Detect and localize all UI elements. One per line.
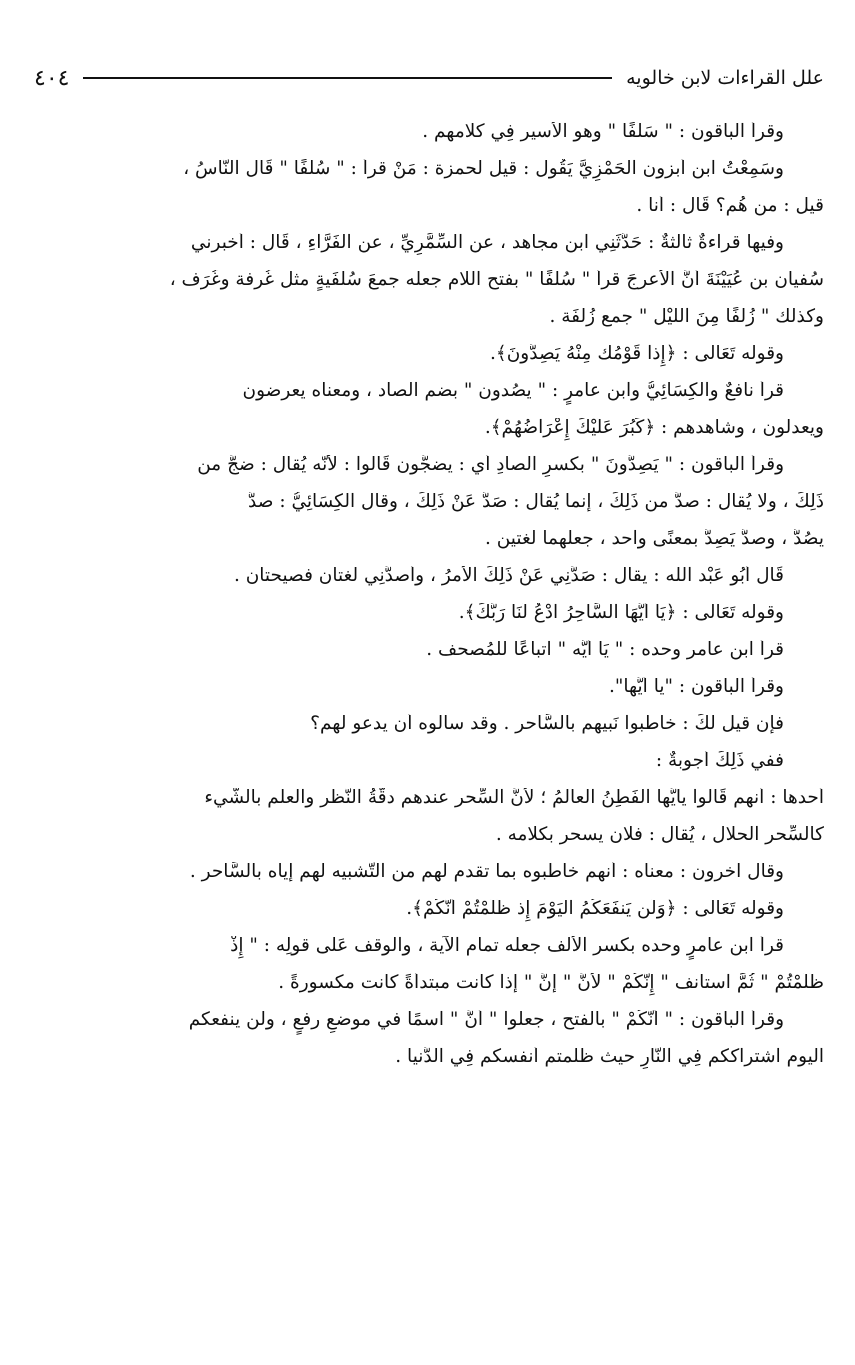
page-body xyxy=(34,122,824,1084)
text-line: وسَمِعْتُ ابن أبزون الحَمْزِيَّ يَقُول : قيل لحمزة : مَنْ قرأ : " سُلفًا " قَال النَّاسُ ، xyxy=(183,159,784,179)
text-line: قرأ ابن عامر وحده : " يَا أَيُّه " اتباعًا للمُصحف . xyxy=(426,640,784,660)
text-line: ظَلَمْتُمْ " ثُمَّ استأنف " إِنَّكُمْ " لأنَّ " إنَّ " إذا كانت مبتدأةً كانت مكسورةً . xyxy=(278,973,824,993)
text-line: وقرأ الباقون : " يَصِدُّونَ " بكسرِ الصادِ أي : يضجُّون قَالوا : لأنَّه يُقال : ضجَّ من xyxy=(197,455,784,475)
text-line: ففي ذَلِكَ أجوبةٌ : xyxy=(655,751,784,771)
text-line: قرأ نافعٌ والكِسَائِيُّ وابن عامرٍ : " يصُدون " بضم الصاد ، ومعناه يعرضون xyxy=(242,381,784,401)
book-page xyxy=(34,58,824,1348)
text-line: وكذلك " زُلفًا مِنَ اللَيْل " جمع زُلفَة . xyxy=(549,307,824,327)
text-line: وقرأ الباقون : "يا أَيُّها". xyxy=(608,677,784,697)
running-header xyxy=(34,58,824,98)
text-line: وقوله تَعَالى : ﴿وَلَن يَنفَعَكُمُ اليَوْمَ إِذ ظَلَمْتُمْ أَنَّكُمْ﴾. xyxy=(406,899,784,919)
text-line: كالسِّحر الحلال ، يُقال : فلان يسحر بكلامه . xyxy=(495,825,824,845)
page-number: ٤٠٤ xyxy=(34,65,70,91)
text-line: ويعدلون ، وشاهدهم : ﴿كَبُرَ عَلَيْكَ إِعْرَاضُهُمْ﴾. xyxy=(484,418,824,438)
text-line: يصُدُّ ، وصدَّ يَصِدُّ بمعنًى واحد ، جعلهما لغتين . xyxy=(484,529,824,549)
text-line: وقوله تَعَالى : ﴿إِذا قَوْمُك مِنْهُ يَصِدُّونَ﴾. xyxy=(490,344,784,364)
header-rule xyxy=(83,77,612,79)
text-line: قيل : من هُم؟ قَال : أنا . xyxy=(636,196,824,216)
text-line: وقرأ الباقون : " سَلَفًا " وهو الأسير فِي كلامهم . xyxy=(422,122,784,142)
book-title: علل القراءات لابن خالويه xyxy=(626,67,824,89)
text-line: قرأ ابن عامرٍ وحده بكسر الألف جعله تمام الآية ، والوقف عَلى قولِه : " إِذْ xyxy=(230,936,784,956)
text-line: وقال آخرون : معناه : أنهم خاطبوه بما تقدم لهم من التَّشبيه لهم إياه بالسَّاحر . xyxy=(189,862,784,882)
text-line: وقرأ الباقون : " أَنَّكُمْ " بالفتح ، جعلوا " أنَّ " اسمًا في موضعِ رفعٍ ، ولن ينفعكم xyxy=(188,1010,784,1030)
text-line: وفيها قراءةٌ ثالثةٌ : حَدَّثَنِي ابن مجاهد ، عن السِّمَّرِيِّ ، عن الفَرَّاءِ ، قَال : أخبرني xyxy=(190,233,784,253)
text-line: اليوم اشتراككم فِي النَّارِ حيث ظلمتم أنفسكم فِي الدُّنيا . xyxy=(395,1047,824,1067)
text-line: أحدها : أنهم قَالوا يأَيُّها الفَطِنُ العالمُ ؛ لأنَّ السِّحر عندهم دقَّةُ النَّظر والعلم بالشّيء xyxy=(204,788,824,808)
text-line: ذَلِكَ ، ولا يُقال : صدَّ من ذَلِكَ ، إنما يُقال : صَدَّ عَنْ ذَلِكَ ، وقال الكِسَائِيُّ : صدَّ xyxy=(248,492,824,512)
text-line: سُفيان بن عُيَيْنَةَ أنَّ الأعرجَ قرأ " سُلفًا " بفتح اللام جعله جمعَ سُلفَيةٍ مثل غُرفة وغُرَف ، xyxy=(169,270,824,290)
text-line: فإن قيل لكَ : خاطبوا نَبيهم بالسَّاحر . وقد سألوه أن يدعو لهم؟ xyxy=(310,714,784,734)
text-line: قَال أَبُو عَبْد الله : يقال : صَدَّنِي عَنْ ذَلِكَ الأمرُ ، وأَصدَّنِي لغتان فصيحتان . xyxy=(233,566,784,586)
text-line: وقوله تَعَالى : ﴿يَا أَيُّهَا السَّاحِرُ ادْعُ لَنَا رَبَّكَ﴾. xyxy=(458,603,784,623)
